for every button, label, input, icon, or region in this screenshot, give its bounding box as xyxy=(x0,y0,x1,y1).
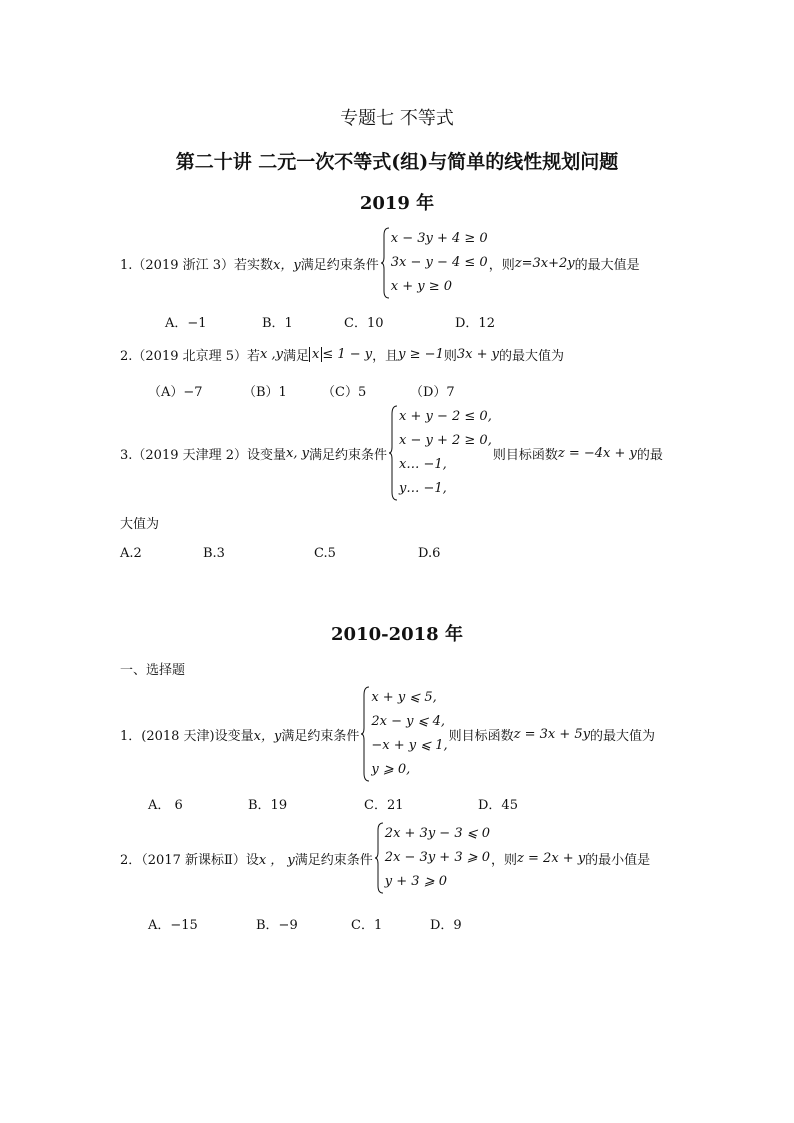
option-d: D.6 xyxy=(418,546,441,561)
objective-function: z=3x+2y xyxy=(514,255,575,271)
question-mid: 满足约束条件 xyxy=(281,728,360,744)
question-2019-3 xyxy=(120,405,663,501)
question-2019-2 xyxy=(120,345,564,364)
constraint-system xyxy=(374,822,490,894)
constraint-row: 3x − y − 4 ≤ 0 xyxy=(390,255,488,270)
constraint-row: x − y + 2 ≥ 0, xyxy=(399,433,492,448)
constraint-system xyxy=(380,227,488,299)
objective-function: z = 3x + 5y xyxy=(513,726,591,742)
question-2019-1 xyxy=(120,227,640,299)
option-c: （C）5 xyxy=(322,385,367,400)
option-c: C．10 xyxy=(344,316,384,331)
question-suffix: 的最大值为 xyxy=(498,349,564,364)
year-heading-2019: 2019 年 xyxy=(359,193,435,214)
constraint-system xyxy=(388,405,492,501)
question-vars: x ， y xyxy=(258,852,295,868)
lecture-title: 第二十讲 二元一次不等式(组)与简单的线性规划问题 xyxy=(175,151,619,173)
question-prefix: 3.（2019 天津理 2）设变量 xyxy=(120,447,287,463)
option-c: C.5 xyxy=(314,546,336,561)
option-d: D．45 xyxy=(478,798,518,813)
question-suffix: ，则 xyxy=(491,852,518,868)
question-suffix: 则目标函数 xyxy=(492,447,558,463)
question-mid: 满足约束条件 xyxy=(294,852,373,868)
question-prefix: 1.（2019 浙江 3）若实数 xyxy=(120,257,274,273)
question-suffix: 则目标函数 xyxy=(448,728,514,744)
constraint-row: y + 3 ⩾ 0 xyxy=(384,874,447,889)
constraint-row: −x + y ⩽ 1, xyxy=(371,738,448,753)
objective-function: 3x + y xyxy=(456,347,499,362)
topic-title: 专题七 不等式 xyxy=(340,108,454,129)
year-heading-2010-2018: 2010-2018 年 xyxy=(331,624,463,645)
option-a: A． 6 xyxy=(148,798,183,813)
question-vars: x, y xyxy=(286,445,309,461)
objective-function: z = 2x + y xyxy=(517,850,586,866)
question-suffix: 的最 xyxy=(636,447,663,463)
option-a: A．−15 xyxy=(148,918,198,933)
constraint-row: x + y ⩽ 5, xyxy=(371,690,437,705)
question-prefix: 2.（2019 北京理 5）若 xyxy=(120,349,261,364)
constraint-row: x + y ≥ 0 xyxy=(390,279,452,294)
left-brace-icon xyxy=(360,686,370,782)
question-mid: ，且 xyxy=(372,349,399,364)
constraint-row: x − 3y + 4 ≥ 0 xyxy=(390,231,488,246)
absolute-value: x xyxy=(309,347,322,362)
question-continuation: 大值为 xyxy=(120,517,160,532)
question-vars: x，y xyxy=(273,257,301,273)
question-suffix: 的最大值为 xyxy=(590,728,656,744)
question-prefix: 2．（2017 新课标Ⅱ）设 xyxy=(120,852,259,868)
option-c: C．21 xyxy=(364,798,404,813)
option-b: B.3 xyxy=(203,546,225,561)
option-d: D．9 xyxy=(430,918,462,933)
option-b: （B）1 xyxy=(243,385,287,400)
question-vars: x，y xyxy=(253,728,282,744)
question-suffix: 的最小值是 xyxy=(585,852,651,868)
question-suffix: 的最大值是 xyxy=(574,257,640,273)
constraint-row: y ⩾ 0, xyxy=(371,762,411,777)
question-prefix: 1．(2018 天津)设变量 xyxy=(120,728,254,744)
option-b: B．−9 xyxy=(256,918,298,933)
question-mid: 则 xyxy=(443,349,457,364)
option-d: D．12 xyxy=(455,316,495,331)
inequality: ≤ 1 − y xyxy=(322,347,373,362)
constraint-row: y… −1, xyxy=(399,481,447,496)
constraint-system xyxy=(360,686,447,782)
left-brace-icon xyxy=(374,822,384,894)
option-d: （D）7 xyxy=(410,385,455,400)
constraint-row: 2x − 3y + 3 ⩾ 0 xyxy=(384,850,491,865)
constraint-row: x + y − 2 ≤ 0, xyxy=(399,409,492,424)
constraint-row: 2x − y ⩽ 4, xyxy=(371,714,446,729)
section-heading: 一、选择题 xyxy=(120,663,186,678)
question-vars: x ,y xyxy=(260,347,283,362)
option-a: A.2 xyxy=(120,546,142,561)
constraint-row: 2x + 3y − 3 ⩽ 0 xyxy=(384,826,491,841)
question-mid: 满足约束条件 xyxy=(308,447,387,463)
option-a: A．−1 xyxy=(165,316,207,331)
option-a: （A）−7 xyxy=(148,385,203,400)
question-2017-2 xyxy=(120,822,650,894)
left-brace-icon xyxy=(388,405,398,501)
question-mid: 满足约束条件 xyxy=(300,257,379,273)
option-b: B．1 xyxy=(262,316,293,331)
left-brace-icon xyxy=(380,227,390,299)
question-suffix: ，则 xyxy=(488,257,515,273)
question-mid: 满足 xyxy=(282,349,309,364)
objective-function: z = −4x + y xyxy=(557,445,637,461)
option-c: C．1 xyxy=(351,918,383,933)
constraint-row: x… −1, xyxy=(399,457,447,472)
inequality: y ≥ −1 xyxy=(398,347,444,362)
question-2018-1 xyxy=(120,686,655,782)
option-b: B．19 xyxy=(248,798,288,813)
